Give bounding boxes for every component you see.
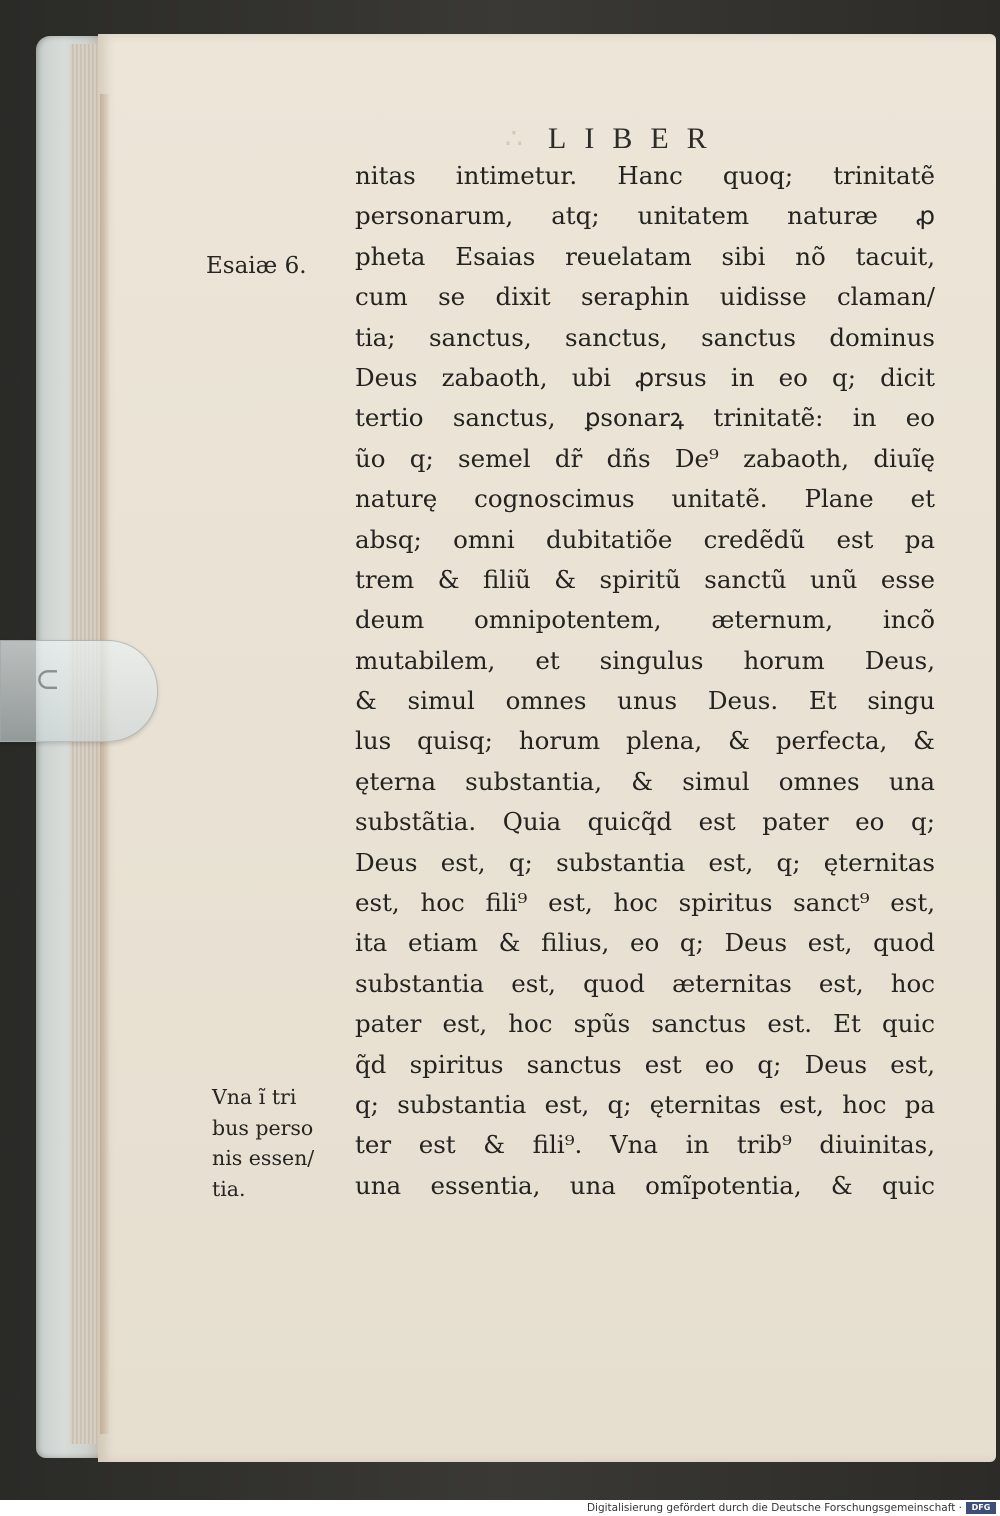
text-line: cum se dixit seraphin uidisse claman/	[355, 282, 935, 312]
footer-credit-text: Digitalisierung gefördert durch die Deutsche Forschungsgemeinschaft ·	[586, 1502, 962, 1514]
margin-line: bus perso	[212, 1115, 314, 1140]
text-line: substãtia. Quia quicq̃d est pater eo q;	[355, 807, 935, 837]
text-line: ter est & fili⁹. Vna in trib⁹ diuinitas,	[355, 1130, 935, 1160]
page-header: LIBER	[548, 122, 725, 155]
text-line: q̃d spiritus sanctus est eo q; Deus est,	[355, 1049, 935, 1079]
main-text-block	[355, 156, 935, 1206]
text-line: mutabilem, et singulus horum Deus,	[355, 645, 935, 675]
digitization-footer	[0, 1500, 1000, 1516]
text-line: nitas intimetur. Hanc quoq; trinitatẽ	[355, 161, 935, 190]
text-line: est, hoc fili⁹ est, hoc spiritus sanct⁹ est,	[355, 888, 935, 918]
faint-ornament-icon: ∴	[505, 122, 523, 155]
margin-line: nis essen/	[212, 1146, 315, 1171]
text-line: ęterna substantia, & simul omnes una	[355, 766, 935, 796]
paper-stain	[100, 94, 110, 1434]
text-line: trem & filiũ & spiritũ sanctũ unũ esse	[355, 564, 935, 594]
margin-note-esaiae: Esaiæ 6.	[206, 253, 307, 279]
text-line: lus quisq; horum plena, & perfecta, &	[355, 726, 935, 756]
margin-line: tia.	[212, 1176, 246, 1201]
margin-note-una	[212, 1082, 314, 1204]
text-line: ũo q; semel dr̃ dñs De⁹ zabaoth, diuĩę	[355, 443, 935, 473]
text-line: Deus est, q; substantia est, q; ęternitas	[355, 847, 935, 877]
text-line: tertio sanctus, ꝑsonarꝝ trinitatẽ: in eo	[355, 403, 935, 433]
text-line: ita etiam & filius, eo q; Deus est, quod	[355, 928, 935, 958]
text-line: deum omnipotentem, æternum, incõ	[355, 605, 935, 635]
text-line: personarum, atq; unitatem naturæ ꝓ	[355, 201, 935, 231]
text-line: absq; omni dubitatiõe credẽdũ est pa	[355, 524, 935, 554]
margin-line: Vna ĩ tri	[212, 1085, 297, 1109]
text-line: una essentia, una omĩpotentia, & quic	[355, 1170, 935, 1200]
plastic-clip	[0, 640, 158, 742]
dfg-logo: DFG	[966, 1502, 996, 1514]
text-line: q; substantia est, q; ęternitas est, hoc pa	[355, 1089, 935, 1119]
text-line: pater est, hoc spũs sanctus est. Et quic	[355, 1009, 935, 1039]
text-line: tia; sanctus, sanctus, sanctus dominus	[355, 322, 935, 352]
text-line: substantia est, quod æternitas est, hoc	[355, 968, 935, 998]
text-line: naturę cognoscimus unitatẽ. Plane et	[355, 484, 935, 514]
text-line: & simul omnes unus Deus. Et singu	[355, 686, 935, 716]
clip-mark-icon: ⊂	[35, 662, 61, 697]
text-line: Deus zabaoth, ubi ꝓrsus in eo q; dicit	[355, 362, 935, 392]
text-line: pheta Esaias reuelatam sibi nõ tacuit,	[355, 241, 935, 271]
